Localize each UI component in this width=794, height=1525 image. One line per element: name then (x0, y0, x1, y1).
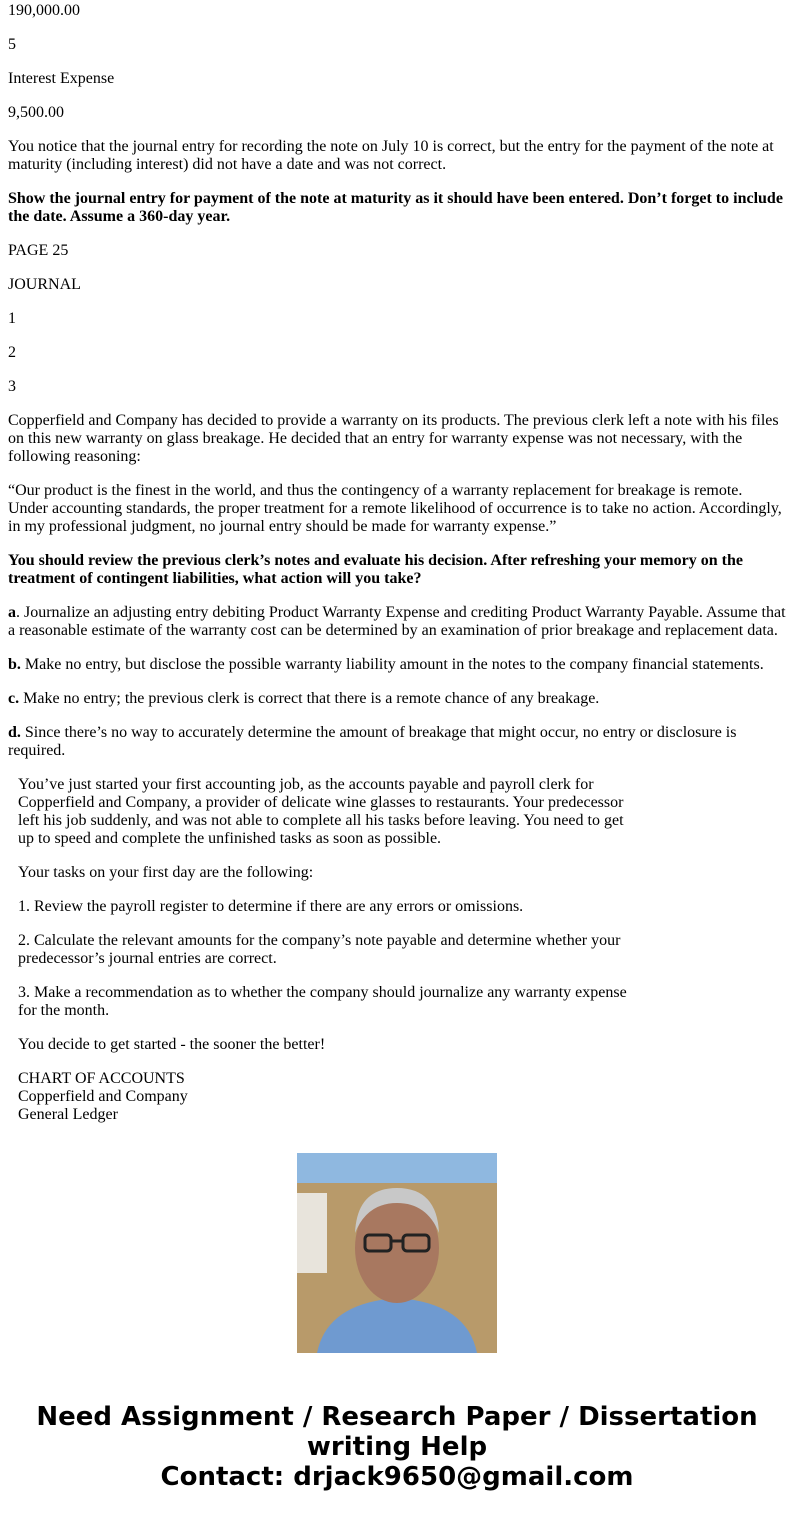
amount: 190,000.00 (8, 2, 80, 19)
footer-headline: Need Assignment / Research Paper / Dissertation writing Help (36, 1402, 758, 1462)
option-d (8, 724, 786, 760)
heading: CHART OF ACCOUNTS (18, 1070, 185, 1087)
page-label: PAGE 25 (8, 242, 69, 259)
footer-banner (0, 1402, 794, 1492)
option-key: c. (8, 690, 20, 707)
option-a (8, 604, 786, 640)
option-text: Make no entry, but disclose the possible warranty liability amount in the notes to the company financial statements. (20, 656, 764, 673)
option-text: Make no entry; the previous clerk is correct that there is a remote chance of any breakage. (19, 690, 600, 707)
option-key: b. (8, 656, 21, 673)
paragraph: You notice that the journal entry for recording the note on July 10 is correct, but the entry for the payment of the note at maturity (including interest) did not have a date and was not correct. (8, 138, 774, 173)
task: 3. Make a recommendation as to whether the company should journalize any warranty expense for the month. (18, 984, 627, 1019)
option-key: d. (8, 724, 21, 741)
task: 1. Review the payroll register to determine if there are any errors or omissions. (18, 898, 524, 915)
chart-of-accounts (18, 1070, 638, 1124)
company: Copperfield and Company (18, 1088, 188, 1105)
footer-contact: Contact: drjack9650@gmail.com (160, 1462, 634, 1492)
paragraph: Your tasks on your first day are the following: (18, 864, 314, 881)
journal-row: 1 (8, 310, 16, 327)
question-text: You should review the previous clerk’s notes and evaluate his decision. After refreshing your memory on the treatment of contingent liabilities, what action will you take? (8, 552, 743, 587)
instruction-text: Show the journal entry for payment of the note at maturity as it should have been entered. Don’t forget to include the date. Assume a 360-day year. (8, 190, 783, 225)
instruction (8, 190, 786, 226)
account-name: Interest Expense (8, 70, 115, 87)
option-c (8, 690, 786, 708)
amount: 9,500.00 (8, 104, 64, 121)
journal-row: 2 (8, 344, 16, 361)
quote: “Our product is the finest in the world, and thus the contingency of a warranty replacement for breakage is remote. Under accounting standards, the proper treatment for a remote likelihood of occurrence is to take no action. Accordingly, in my professional judgment, no journal entry should be made for warranty expense.” (8, 482, 782, 535)
intro: You’ve just started your first accounting job, as the accounts payable and payroll clerk for Copperfield and Company, a provider of delicate wine glasses to restaurants. Your predecessor left his job suddenly, and was not able to complete all his tasks before leaving. You need to get up to speed and complete the unfinished tasks as soon as possible. (18, 776, 624, 847)
paragraph: Copperfield and Company has decided to provide a warranty on its products. The previous clerk left a note with his files on this new warranty on glass breakage. He decided that an entry for warranty expense was not necessary, with the following reasoning: (8, 412, 779, 465)
journal-row: 3 (8, 378, 16, 395)
option-text: Since there’s no way to accurately determine the amount of breakage that might occur, no entry or disclosure is required. (8, 724, 737, 759)
option-key: a (8, 604, 16, 621)
option-b (8, 656, 786, 674)
scroll-box[interactable] (18, 776, 638, 1123)
document-body (0, 2, 794, 1123)
avatar (297, 1153, 497, 1353)
option-text: . Journalize an adjusting entry debiting Product Warranty Expense and crediting Product Warranty Payable. Assume that a reasonable estimate of the warranty cost can be determined by an examination of prior breakage and replacement data. (8, 604, 786, 639)
question (8, 552, 786, 588)
paragraph: You decide to get started - the sooner the better! (18, 1036, 326, 1053)
ledger: General Ledger (18, 1106, 118, 1123)
task: 2. Calculate the relevant amounts for the company’s note payable and determine whether your predecessor’s journal entries are correct. (18, 932, 621, 967)
journal-label: JOURNAL (8, 276, 81, 293)
line-number: 5 (8, 36, 16, 53)
